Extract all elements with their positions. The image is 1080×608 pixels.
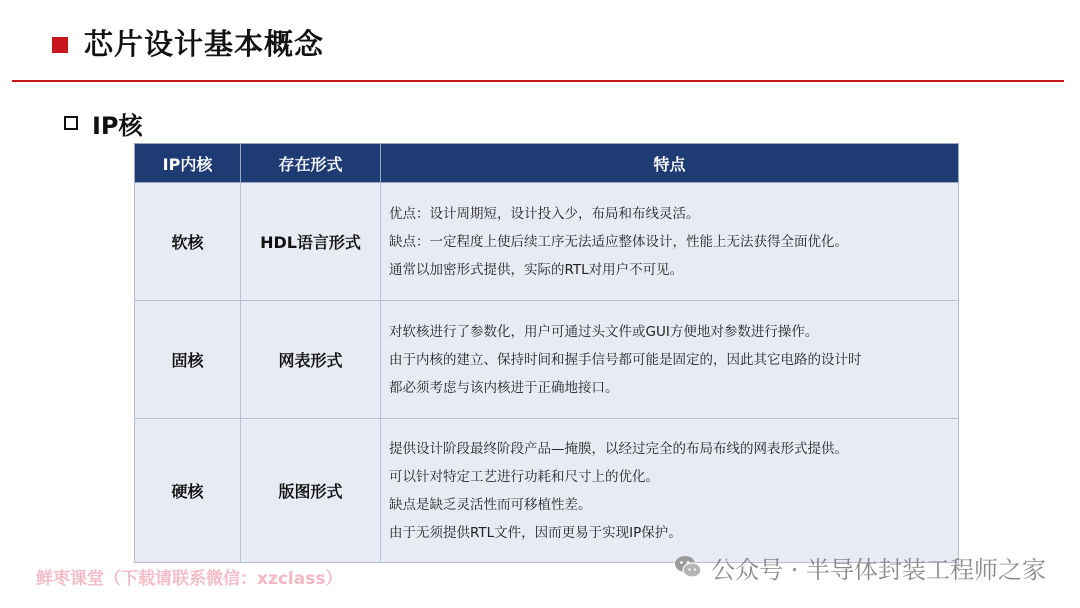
section-heading	[64, 106, 143, 140]
table-row	[135, 419, 959, 563]
header-form: 存在形式	[241, 144, 381, 183]
table-row	[135, 183, 959, 301]
feature-line: 优点：设计周期短，设计投入少，布局和布线灵活。	[389, 205, 700, 222]
feature-line: 提供设计阶段最终阶段产品—掩膜，以经过完全的布局布线的网表形式提供。	[389, 440, 848, 457]
ip-core-table	[134, 143, 959, 563]
feature-line: 缺点：一定程度上使后续工序无法适应整体设计，性能上无法获得全面优化。	[389, 233, 848, 250]
title-divider	[12, 80, 1064, 82]
slide-header	[0, 0, 1080, 84]
cell-form: HDL语言形式	[241, 183, 381, 301]
hollow-square-bullet-icon	[64, 116, 78, 130]
cell-ip-name: 软核	[135, 183, 241, 301]
table-header-row	[135, 144, 959, 183]
feature-line: 通常以加密形式提供，实际的RTL对用户不可见。	[389, 261, 684, 278]
feature-line: 可以针对特定工艺进行功耗和尺寸上的优化。	[389, 468, 659, 485]
header-ip-core: IP内核	[135, 144, 241, 183]
slide-title: 芯片设计基本概念	[84, 27, 325, 61]
feature-line: 由于无须提供RTL文件，因而更易于实现IP保护。	[389, 524, 682, 541]
cell-ip-name: 硬核	[135, 419, 241, 563]
title-marker-square	[52, 37, 68, 53]
feature-line: 都必须考虑与该内核进于正确地接口。	[389, 379, 619, 396]
cell-features	[381, 301, 959, 419]
cell-features	[381, 419, 959, 563]
wechat-icon	[673, 552, 703, 582]
header-features: 特点	[381, 144, 959, 183]
wechat-watermark	[673, 550, 1046, 584]
section-heading-text: IP核	[92, 111, 143, 140]
table-row	[135, 301, 959, 419]
cell-features	[381, 183, 959, 301]
cell-form: 版图形式	[241, 419, 381, 563]
feature-line: 对软核进行了参数化，用户可通过头文件或GUI方便地对参数进行操作。	[389, 323, 819, 340]
feature-line: 由于内核的建立、保持时间和握手信号都可能是固定的，因此其它电路的设计时	[389, 351, 862, 368]
watermark-left: 鲜枣课堂（下载请联系微信：xzclass）	[36, 569, 343, 589]
watermark-right-text: 公众号 · 半导体封装工程师之家	[711, 555, 1046, 584]
cell-form: 网表形式	[241, 301, 381, 419]
feature-line: 缺点是缺乏灵活性而可移植性差。	[389, 496, 592, 513]
cell-ip-name: 固核	[135, 301, 241, 419]
